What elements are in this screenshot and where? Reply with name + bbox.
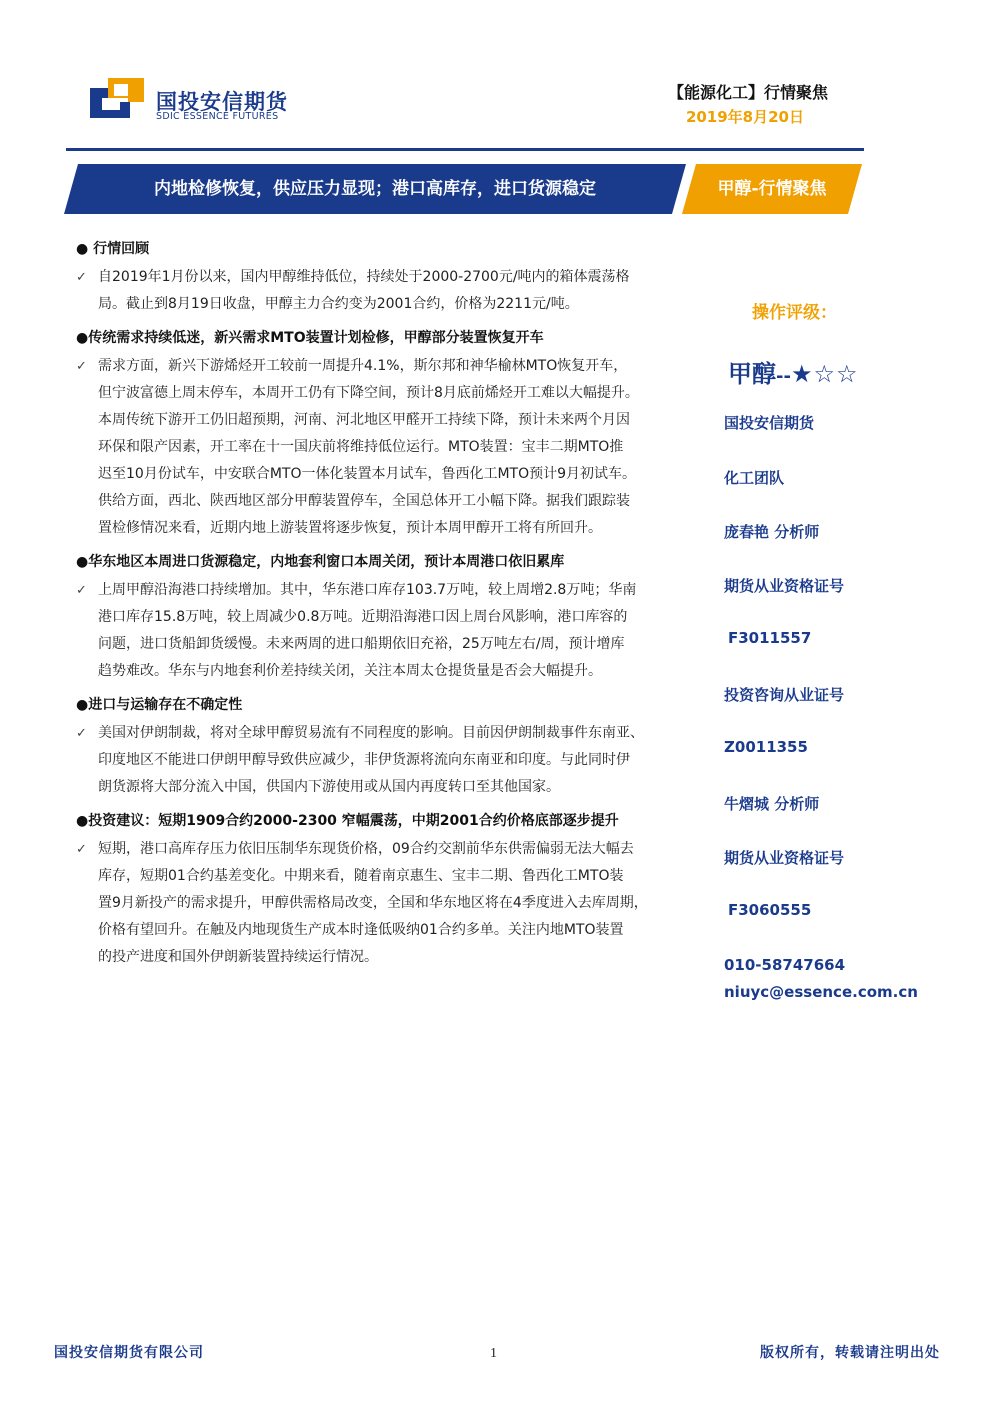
text-line: 置检修情况来看，近期内地上游装置将逐步恢复，预计本周甲醇开工将有所回升。 — [98, 520, 602, 536]
sidebar-consult-number: Z0011355 — [724, 738, 808, 756]
brand-name-cn: 国投安信期货 — [156, 90, 288, 114]
text-line: 朗货源将大部分流入中国，供国内下游使用或从国内再度转口至其他国家。 — [98, 779, 560, 795]
sidebar-license-1-label: 期货从业资格证号 — [724, 577, 845, 595]
section-investment-advice — [76, 806, 710, 971]
section-paragraph — [76, 353, 710, 542]
text-line: 短期，港口高库存压力依旧压制华东现货价格，09合约交割前华东供需偏弱无法大幅去 — [98, 841, 634, 857]
report-body — [76, 234, 710, 976]
company-logo — [90, 78, 330, 126]
section-heading: ●华东地区本周进口货源稳定，内地套利窗口本周关闭，预计本周港口依旧累库 — [76, 554, 565, 570]
text-line: 印度地区不能进口伊朗甲醇导致供应减少，非伊货源将流向东南亚和印度。与此同时伊 — [98, 752, 630, 768]
rating-product: 甲醇 — [728, 360, 776, 388]
star-rating-icon: ★☆☆ — [790, 360, 859, 388]
section-paragraph — [76, 836, 710, 971]
section-demand — [76, 323, 710, 542]
sidebar-consult-label: 投资咨询从业证号 — [724, 686, 845, 704]
rating-display — [728, 354, 859, 389]
headline-title: 内地检修恢复，供应压力显现；港口高库存，进口货源稳定 — [154, 179, 596, 199]
section-heading: ●投资建议：短期1909合约2000-2300 窄幅震荡，中期2001合约价格底部逐步提升 — [76, 813, 619, 829]
sidebar-license-2-label: 期货从业资格证号 — [724, 849, 845, 867]
section-heading: ●传统需求持续低迷，新兴需求MTO装置计划检修，甲醇部分装置恢复开车 — [76, 330, 544, 346]
checkmark-icon: ✓ — [76, 842, 87, 857]
product-tag-banner — [682, 164, 862, 214]
text-line: 但宁波富德上周末停车，本周开工仍有下降空间，预计8月底前烯烃开工难以大幅提升。 — [98, 385, 639, 401]
text-line: 库存，短期01合约基差变化。中期来看，随着南京惠生、宝丰二期、鲁西化工MTO装 — [98, 868, 624, 884]
sidebar-analyst-2: 牛熠城 分析师 — [724, 795, 820, 813]
footer-copyright: 版权所有，转载请注明出处 — [760, 1345, 940, 1361]
rating-dash: -- — [776, 366, 791, 387]
rating-label: 操作评级： — [752, 303, 837, 323]
checkmark-icon: ✓ — [76, 359, 87, 374]
text-line: 环保和限产因素，开工率在十一国庆前将维持低位运行。MTO装置：宝丰二期MTO推 — [98, 439, 624, 455]
checkmark-icon: ✓ — [76, 270, 87, 285]
text-line: 上周甲醇沿海港口持续增加。其中，华东港口库存103.7万吨，较上周增2.8万吨；华南 — [98, 582, 637, 598]
report-date: 2019年8月20日 — [685, 108, 804, 126]
checkmark-icon: ✓ — [76, 726, 87, 741]
section-paragraph — [76, 720, 710, 801]
section-heading: ● 行情回顾 — [76, 241, 150, 257]
sidebar-license-1-number: F3011557 — [728, 629, 812, 647]
section-paragraph — [76, 577, 710, 685]
text-line: 港口库存15.8万吨，较上周减少0.8万吨。近期沿海港口因上周台风影响，港口库容的 — [98, 609, 628, 625]
text-line: 趋势难改。华东与内地套利价差持续关闭，关注本周太仓提货量是否会大幅提升。 — [98, 663, 602, 679]
sidebar-analyst-1: 庞春艳 分析师 — [724, 523, 820, 541]
sidebar-phone: 010-58747664 — [724, 956, 846, 974]
text-line: 迟至10月份试车，中安联合MTO一体化装置本月试车，鲁西化工MTO预计9月初试车。 — [98, 466, 637, 482]
text-line: 置9月新投产的需求提升，甲醇供需格局改变，全国和华东地区将在4季度进入去库周期， — [98, 895, 648, 911]
headline-banner — [64, 164, 686, 214]
text-line: 美国对伊朗制裁，将对全球甲醇贸易流有不同程度的影响。目前因伊朗制裁事件东南亚、 — [98, 725, 644, 741]
sidebar-email[interactable]: niuyc@essence.com.cn — [724, 983, 918, 1001]
text-line: 本周传统下游开工仍旧超预期，河南、河北地区甲醛开工持续下降，预计未来两个月因 — [98, 412, 630, 428]
section-port-inventory — [76, 547, 710, 685]
brand-name-en: SDIC ESSENCE FUTURES — [156, 111, 279, 122]
sidebar-company: 国投安信期货 — [724, 414, 815, 432]
section-review — [76, 234, 710, 318]
section-import-uncertainty — [76, 690, 710, 801]
sidebar-team: 化工团队 — [724, 469, 785, 487]
text-line: 自2019年1月份以来，国内甲醇维持低位，持续处于2000-2700元/吨内的箱体震荡格 — [98, 269, 630, 285]
product-tag: 甲醇-行情聚焦 — [717, 179, 827, 199]
section-paragraph — [76, 264, 710, 318]
text-line: 局。截止到8月19日收盘，甲醇主力合约变为2001合约，价格为2211元/吨。 — [98, 296, 579, 312]
text-line: 问题，进口货船卸货缓慢。未来两周的进口船期依旧充裕，25万吨左右/周，预计增库 — [98, 636, 625, 652]
checkmark-icon: ✓ — [76, 583, 87, 598]
text-line: 价格有望回升。在触及内地现货生产成本时逢低吸纳01合约多单。关注内地MTO装置 — [98, 922, 624, 938]
header-divider — [66, 148, 864, 151]
text-line: 供给方面，西北、陕西地区部分甲醇装置停车，全国总体开工小幅下降。据我们跟踪装 — [98, 493, 630, 509]
text-line: 需求方面，新兴下游烯烃开工较前一周提升4.1%，斯尔邦和神华榆林MTO恢复开车， — [98, 358, 628, 374]
page-number: 1 — [490, 1346, 497, 1361]
text-line: 的投产进度和国外伊朗新装置持续运行情况。 — [98, 949, 378, 965]
section-heading: ●进口与运输存在不确定性 — [76, 697, 243, 713]
sidebar-license-2-number: F3060555 — [728, 901, 812, 919]
sdic-logo-icon — [90, 78, 146, 122]
report-category: 【能源化工】行情聚焦 — [667, 83, 828, 102]
footer-company: 国投安信期货有限公司 — [54, 1345, 204, 1361]
